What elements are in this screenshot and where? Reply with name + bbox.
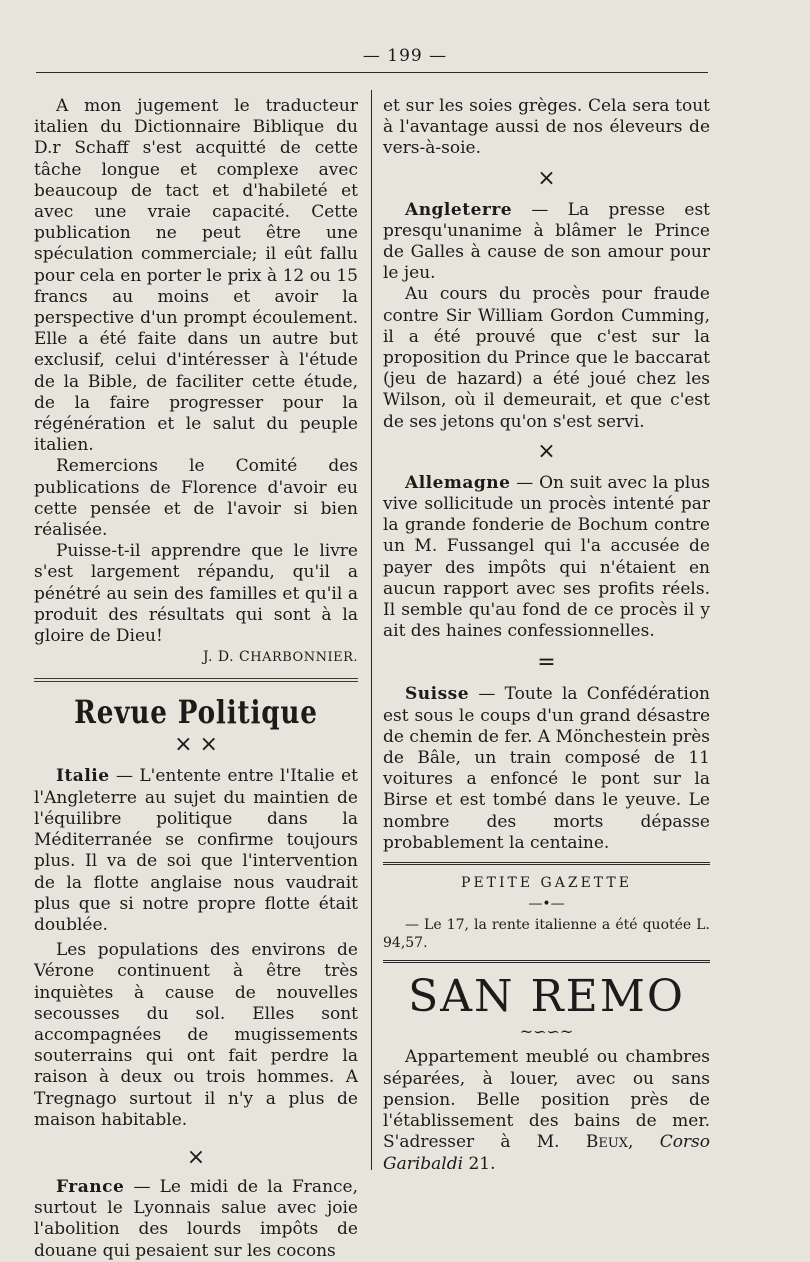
column-divider [371, 90, 372, 1170]
right-column [383, 96, 710, 1176]
advert-text: Appartement meublé ou chambres séparées, à louer, avec ou sans pension. Belle position près de l'établissement des bains de mer. S'adresser à M. BEUX, Corso Garibaldi 21. [383, 1047, 711, 1175]
review-paragraph-3: Puisse-t-il apprendre que le livre s'est largement répandu, qu'il a pénétré au sein des familles et qu'il a produit des résultats qui sont à la gloire de Dieu! [34, 541, 358, 647]
section-title: Revue Politique [74, 693, 318, 732]
separator-mark: = [537, 650, 556, 676]
section-rule [34, 678, 358, 682]
italie-paragraph: Italie — L'entente entre l'Italie et l'Angleterre au sujet du maintien de l'équilibre politique dans la Méditerranée se confirme toujours plus. Il va de soi que l'intervention de la flotte anglaise nous vaudrait plus que si notre propre flotte était doublée. [34, 766, 358, 935]
allemagne-paragraph: Allemagne — On suit avec la plus vive sollicitude un procès intenté par la grande fonderie de Bochum contre un M. Fussangel qui l'a accusée de payer des impôts qui n'étaient en aucun rapport avec ses profits réels. Il semble qu'au fond de ce procès il y ait des haines confessionnelles. [383, 472, 710, 642]
review-paragraph-2: Remercions le Comité des publications de Florence d'avoir eu cette pensée et de l'avoir si bien réalisée. [34, 456, 358, 541]
left-column [34, 96, 358, 1262]
separator-mark: × [186, 1144, 206, 1170]
gazette-item: — Le 17, la rente italienne a été quotée L. 94,57. [383, 917, 710, 952]
gazette-ornament: —•— [528, 896, 565, 913]
signature: J. D. CHARBONNIER. [202, 649, 358, 666]
section-ornament: × × [174, 732, 218, 758]
top-rule [36, 72, 708, 73]
review-paragraph-1: A mon jugement le traducteur italien du Dictionnaire Biblique du D.r Schaff s'est acquitté de cette tâche longue et complexe avec beaucoup de tact et d'habileté et avec une vraie capacité. Cette publication ne peut être une spéculation commerciale; il eût fallu pour cela en porter le prix à 12 ou 15 francs au moins et avoir la perspective d'un prompt écoulement. Elle a été faite dans un autre but exclusif, celui d'intéresser à l'étude de la Bible, de faciliter cette étude, de la faire progresser pour la régénération et le salut du peuple italien. [34, 96, 358, 456]
suisse-paragraph: Suisse — Toute la Confédération est sous le coups d'un grand désastre de chemin de fer. A Mönchestein près de Bâle, un train composé de 11 voitures a enfoncé le pont sur la Birse et est tombé dans le yeuve. Le nombre des morts dépasse probablement la centaine. [383, 684, 710, 853]
gazette-rule [383, 862, 710, 865]
page-number: — 199 — [362, 46, 448, 66]
advert-rule [383, 960, 710, 963]
verone-paragraph: Les populations des environs de Vérone continuent à être très inquiètes à cause de nouvelles secousses du sol. Elles sont accompagnées de mugissements souterrains qui ont fait perdre la raison à deux ou trois hommes. A Tregnago surtout il n'y a plus de maison habitable. [34, 940, 358, 1130]
separator-mark: × [537, 165, 556, 191]
france-paragraph: France — Le midi de la France, surtout le Lyonnais salue avec joie l'abolition des lourds impôts de douane qui pesaient sur les cocons [34, 1176, 358, 1261]
proces-paragraph: Au cours du procès pour fraude contre Sir William Gordon Cumming, il a été prouvé que c'est sur la proposition du Prince que le baccarat (jeu de hazard) a été joué chez les Wilson, où il demeurait, et que c'est de ses jetons qu'on s'est servi. [383, 284, 710, 432]
advert-title: SAN REMO [408, 971, 685, 1023]
continuation-paragraph: et sur les soies grèges. Cela sera tout à l'avantage aussi de nos éleveurs de vers-à-soie. [383, 96, 710, 159]
advert-ornament: ~∽∽~ [519, 1022, 574, 1042]
gazette-title: PETITE GAZETTE [461, 875, 632, 892]
separator-mark: × [537, 438, 556, 464]
angleterre-paragraph: Angleterre — La presse est presqu'unanime à blâmer le Prince de Galles à cause de son amour pour le jeu. [383, 199, 710, 284]
